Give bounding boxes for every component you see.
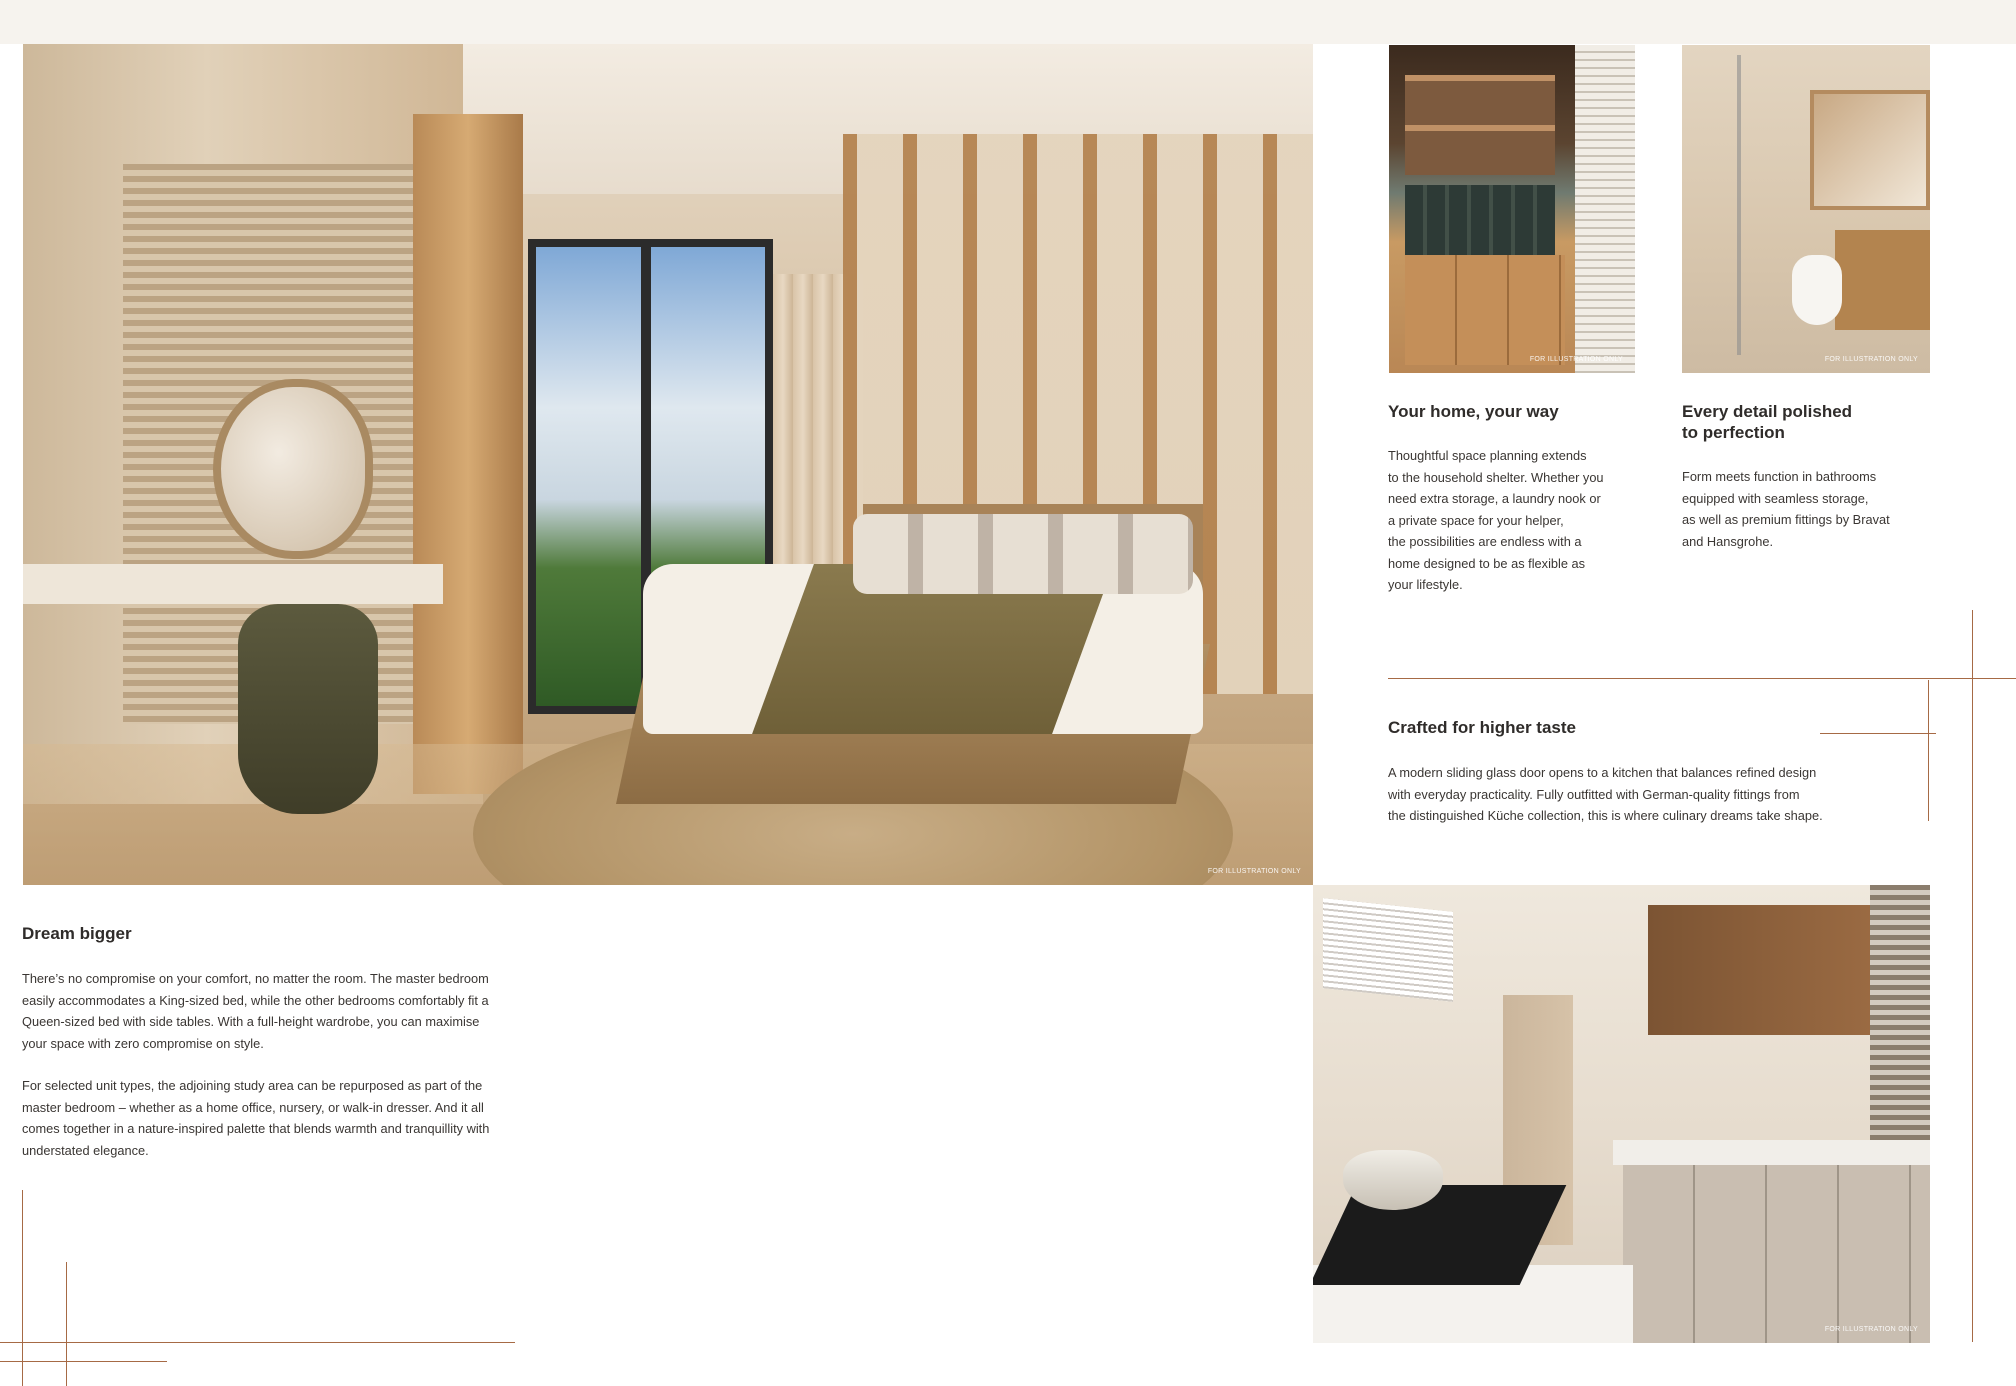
bathroom-vanity bbox=[1835, 230, 1930, 330]
bedroom-pillar bbox=[413, 114, 523, 794]
bedroom-photo bbox=[23, 44, 1313, 885]
home-line: Thoughtful space planning extends bbox=[1388, 448, 1587, 463]
storage-shelves bbox=[1405, 75, 1555, 175]
kitchen-counter bbox=[1613, 1140, 1930, 1165]
kitchen-upper-cabinets bbox=[1648, 905, 1878, 1035]
detail-text bbox=[1682, 466, 1890, 552]
rule-horizontal bbox=[0, 1342, 515, 1343]
storage-photo bbox=[1389, 45, 1635, 373]
storage-cabinet bbox=[1405, 255, 1565, 365]
vanity-stool bbox=[238, 604, 378, 814]
detail-line: and Hansgrohe. bbox=[1682, 533, 1774, 549]
kitchen-blinds bbox=[1870, 885, 1930, 1145]
home-line: home designed to be as flexible as bbox=[1388, 555, 1586, 571]
rule-vertical bbox=[22, 1190, 23, 1386]
dream-line: easily accommodates a King-sized bed, while the other bedrooms comfortably fit a bbox=[22, 992, 489, 1008]
dream-line: understated elegance. bbox=[22, 1142, 149, 1158]
home-line: a private space for your helper, bbox=[1388, 512, 1564, 528]
dream-line: comes together in a nature-inspired palette that blends warmth and tranquillity with bbox=[22, 1121, 490, 1136]
detail-heading-line: Every detail polished bbox=[1682, 402, 1853, 421]
bathroom-mirror bbox=[1810, 90, 1930, 210]
rule-horizontal bbox=[1388, 678, 2016, 679]
crafted-line: with everyday practicality. Fully outfitted with German-quality fittings from bbox=[1388, 786, 1800, 802]
rule-vertical bbox=[1928, 680, 1929, 821]
home-line: the possibilities are endless with a bbox=[1388, 534, 1582, 549]
kitchen-lower-cabinets bbox=[1623, 1165, 1930, 1343]
crafted-line: the distinguished Küche collection, this is where culinary dreams take shape. bbox=[1388, 808, 1823, 823]
crafted-line: A modern sliding glass door opens to a kitchen that balances refined design bbox=[1388, 765, 1817, 780]
dream-text-2 bbox=[22, 1075, 489, 1161]
dream-line: Queen-sized bed with side tables. With a full-height wardrobe, you can maximise bbox=[22, 1014, 480, 1029]
dream-text-1 bbox=[22, 968, 489, 1054]
detail-heading-line: to perfection bbox=[1682, 423, 1785, 442]
illustration-tag: FOR ILLUSTRATION ONLY bbox=[1207, 868, 1301, 875]
kitchen-photo bbox=[1313, 885, 1930, 1343]
detail-line: Form meets function in bathrooms bbox=[1682, 469, 1877, 484]
shower-glass bbox=[1737, 55, 1741, 355]
illustration-tag: FOR ILLUSTRATION ONLY bbox=[1824, 1326, 1918, 1333]
rule-horizontal bbox=[1820, 733, 1936, 734]
home-text bbox=[1388, 445, 1604, 596]
home-line: need extra storage, a laundry nook or bbox=[1388, 491, 1601, 506]
vanity-mirror bbox=[213, 379, 373, 559]
illustration-tag: FOR ILLUSTRATION ONLY bbox=[1529, 356, 1623, 363]
rule-horizontal bbox=[0, 1361, 167, 1362]
rule-vertical bbox=[66, 1262, 67, 1386]
rule-vertical bbox=[1972, 610, 1973, 1342]
bed-pillows bbox=[853, 514, 1193, 594]
storage-tiles bbox=[1405, 185, 1555, 255]
detail-line: as well as premium fittings by Bravat bbox=[1682, 512, 1890, 527]
detail-heading bbox=[1682, 401, 1852, 443]
storage-door bbox=[1575, 45, 1635, 373]
dream-line: There’s no compromise on your comfort, no matter the room. The master bedroom bbox=[22, 971, 489, 986]
home-line: your lifestyle. bbox=[1388, 577, 1463, 592]
vanity-desk bbox=[23, 564, 443, 604]
illustration-tag: FOR ILLUSTRATION ONLY bbox=[1824, 356, 1918, 363]
detail-line: equipped with seamless storage, bbox=[1682, 490, 1869, 506]
top-band bbox=[0, 0, 2016, 44]
bathroom-photo bbox=[1682, 45, 1930, 373]
crafted-text bbox=[1388, 762, 1823, 827]
crafted-heading: Crafted for higher taste bbox=[1388, 718, 1576, 737]
dream-line: your space with zero compromise on style. bbox=[22, 1035, 264, 1051]
home-line: to the household shelter. Whether you bbox=[1388, 469, 1604, 485]
kitchen-hood bbox=[1323, 898, 1453, 1002]
dream-line: master bedroom – whether as a home office, nursery, or walk-in dresser. And it all bbox=[22, 1099, 484, 1115]
dream-heading: Dream bigger bbox=[22, 924, 132, 943]
toilet bbox=[1792, 255, 1842, 325]
dream-line: For selected unit types, the adjoining study area can be repurposed as part of the bbox=[22, 1078, 483, 1093]
kitchen-pot bbox=[1343, 1150, 1443, 1210]
home-heading: Your home, your way bbox=[1388, 402, 1559, 421]
